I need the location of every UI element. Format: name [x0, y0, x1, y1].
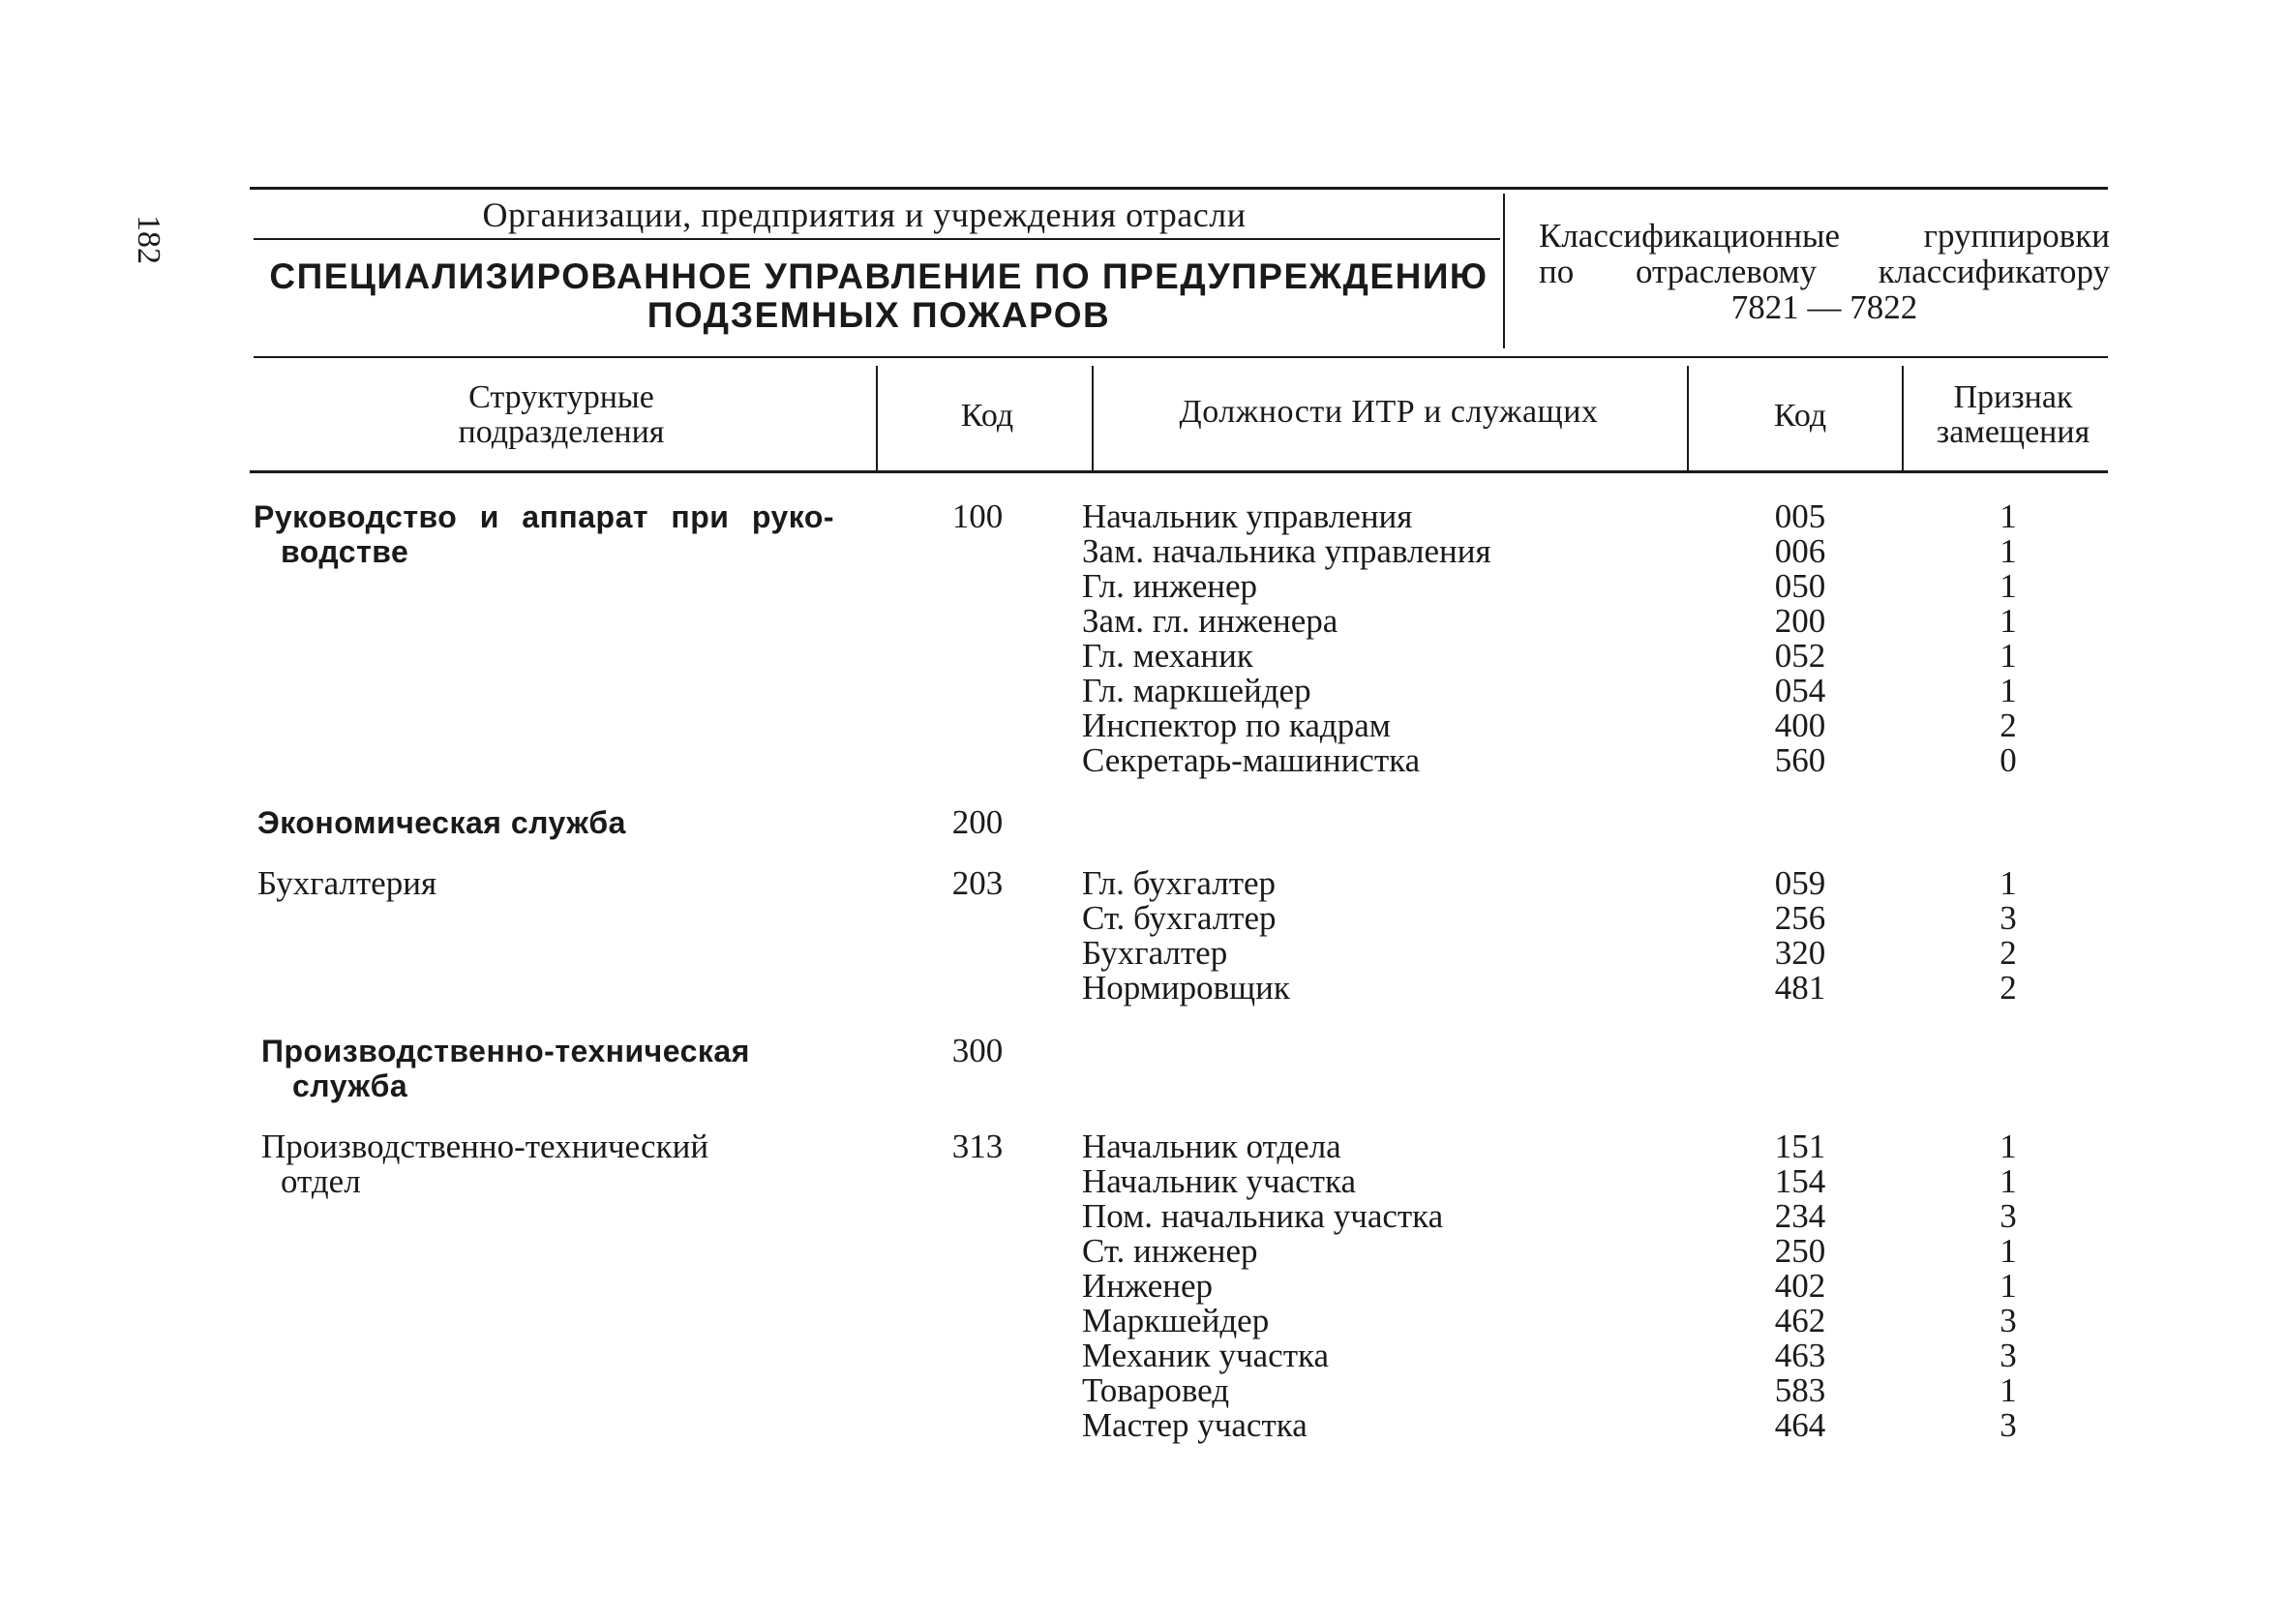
position-title: Нормировщик [1082, 969, 1290, 1007]
position-title: Товаровед [1082, 1371, 1230, 1409]
position-code: 052 [1774, 637, 1826, 675]
replacement-sign: 1 [1999, 1162, 2017, 1200]
replacement-sign: 1 [1999, 1267, 2017, 1305]
org-title-line2: ПОДЗЕМНЫХ ПОЖАРОВ [646, 295, 1111, 335]
position-title: Мастер участка [1082, 1406, 1308, 1444]
position-code: 006 [1774, 532, 1826, 570]
position-title: Ст. инженер [1082, 1232, 1258, 1270]
replacement-sign: 2 [1999, 707, 2017, 744]
position-code: 462 [1774, 1302, 1826, 1339]
position-code: 050 [1774, 567, 1826, 605]
position-title: Гл. бухгалтер [1082, 864, 1277, 902]
replacement-sign: 1 [1999, 532, 2017, 570]
org-title [250, 257, 1508, 335]
position-title: Механик участка [1082, 1337, 1329, 1374]
col-sep-2 [1092, 366, 1094, 470]
position-title: Начальник отдела [1082, 1128, 1341, 1165]
page-number: 182 [131, 215, 166, 264]
replacement-sign: 1 [1999, 672, 2017, 709]
position-code: 005 [1774, 497, 1826, 535]
replacement-sign: 1 [1999, 864, 2017, 902]
unit-name: Производственно-техническая [261, 1034, 750, 1068]
position-title: Гл. маркшейдер [1082, 672, 1311, 709]
unit-name-cont: водстве [281, 534, 409, 569]
col-sep-3 [1687, 366, 1689, 470]
replacement-sign: 3 [1999, 1302, 2017, 1339]
org-caption: Организации, предприятия и учреждения отрасли [482, 195, 1247, 234]
unit-name-cont: служба [292, 1068, 408, 1103]
unit-name: Бухгалтерия [257, 864, 437, 902]
replacement-sign: 1 [1999, 602, 2017, 640]
position-title: Бухгалтер [1082, 934, 1228, 972]
position-code: 560 [1774, 741, 1826, 779]
replacement-sign: 2 [1999, 969, 2017, 1007]
position-code: 464 [1774, 1406, 1826, 1444]
unit-name: Производственно-технический [261, 1128, 709, 1165]
col-sep-1 [876, 366, 878, 470]
position-title: Начальник управления [1082, 497, 1413, 535]
position-code: 400 [1774, 707, 1826, 744]
position-title: Инспектор по кадрам [1082, 707, 1391, 744]
position-code: 059 [1774, 864, 1826, 902]
unit-name-cont: отдел [281, 1162, 361, 1200]
col-units-header: Структурные подразделения [458, 379, 665, 450]
replacement-sign: 3 [1999, 1197, 2017, 1235]
position-code: 154 [1774, 1162, 1826, 1200]
replacement-sign: 1 [1999, 567, 2017, 605]
position-title: Зам. гл. инженера [1082, 602, 1338, 640]
caption-underline [254, 238, 1500, 240]
classification-line1: Классификационные группировки [1539, 217, 2110, 255]
org-title-line1: СПЕЦИАЛИЗИРОВАННОЕ УПРАВЛЕНИЕ ПО ПРЕДУПРЕЖДЕНИЮ [269, 256, 1488, 296]
position-title: Гл. механик [1082, 637, 1253, 675]
unit-code: 203 [951, 864, 1004, 902]
replacement-sign: 3 [1999, 1406, 2017, 1444]
replacement-sign: 1 [1999, 1232, 2017, 1270]
unit-name: Руководство и аппарат при руко- [254, 499, 835, 534]
position-title: Ст. бухгалтер [1082, 899, 1277, 937]
position-code: 320 [1774, 934, 1826, 972]
unit-code: 200 [951, 803, 1004, 841]
unit-code: 300 [951, 1032, 1004, 1069]
position-code: 151 [1774, 1128, 1826, 1165]
position-code: 463 [1774, 1337, 1826, 1374]
classification-line2: по отраслевому классификатору [1539, 253, 2110, 290]
replacement-sign: 1 [1999, 1128, 2017, 1165]
position-title: Зам. начальника управления [1082, 532, 1491, 570]
col-sign-header: Признак замещения [1936, 379, 2090, 450]
unit-code: 313 [951, 1128, 1004, 1165]
position-code: 250 [1774, 1232, 1826, 1270]
position-code: 200 [1774, 602, 1826, 640]
replacement-sign: 0 [1999, 741, 2017, 779]
col-sep-4 [1902, 366, 1904, 470]
col-position-code-header: Код [1773, 398, 1827, 434]
replacement-sign: 3 [1999, 1337, 2017, 1374]
position-title: Инженер [1082, 1267, 1214, 1305]
replacement-sign: 1 [1999, 497, 2017, 535]
position-title: Маркшейдер [1082, 1302, 1270, 1339]
header-bottom-rule [254, 356, 2108, 358]
position-code: 256 [1774, 899, 1826, 937]
classification-block [1539, 218, 2110, 325]
position-title: Начальник участка [1082, 1162, 1356, 1200]
classification-line3: 7821 — 7822 [1730, 288, 1918, 326]
unit-code: 100 [951, 497, 1004, 535]
position-code: 583 [1774, 1371, 1826, 1409]
position-code: 234 [1774, 1197, 1826, 1235]
replacement-sign: 3 [1999, 899, 2017, 937]
column-header-bottom-rule [250, 470, 2108, 473]
position-code: 481 [1774, 969, 1826, 1007]
replacement-sign: 1 [1999, 1371, 2017, 1409]
position-title: Секретарь-машинистка [1082, 741, 1421, 779]
unit-name: Экономическая служба [257, 805, 626, 840]
position-title: Гл. инженер [1082, 567, 1258, 605]
top-rule [250, 187, 2108, 190]
position-code: 402 [1774, 1267, 1826, 1305]
replacement-sign: 2 [1999, 934, 2017, 972]
col-unit-code-header: Код [960, 398, 1014, 434]
replacement-sign: 1 [1999, 637, 2017, 675]
position-code: 054 [1774, 672, 1826, 709]
col-positions-header: Должности ИТР и служащих [1179, 394, 1599, 430]
position-title: Пом. начальника участка [1082, 1197, 1444, 1235]
